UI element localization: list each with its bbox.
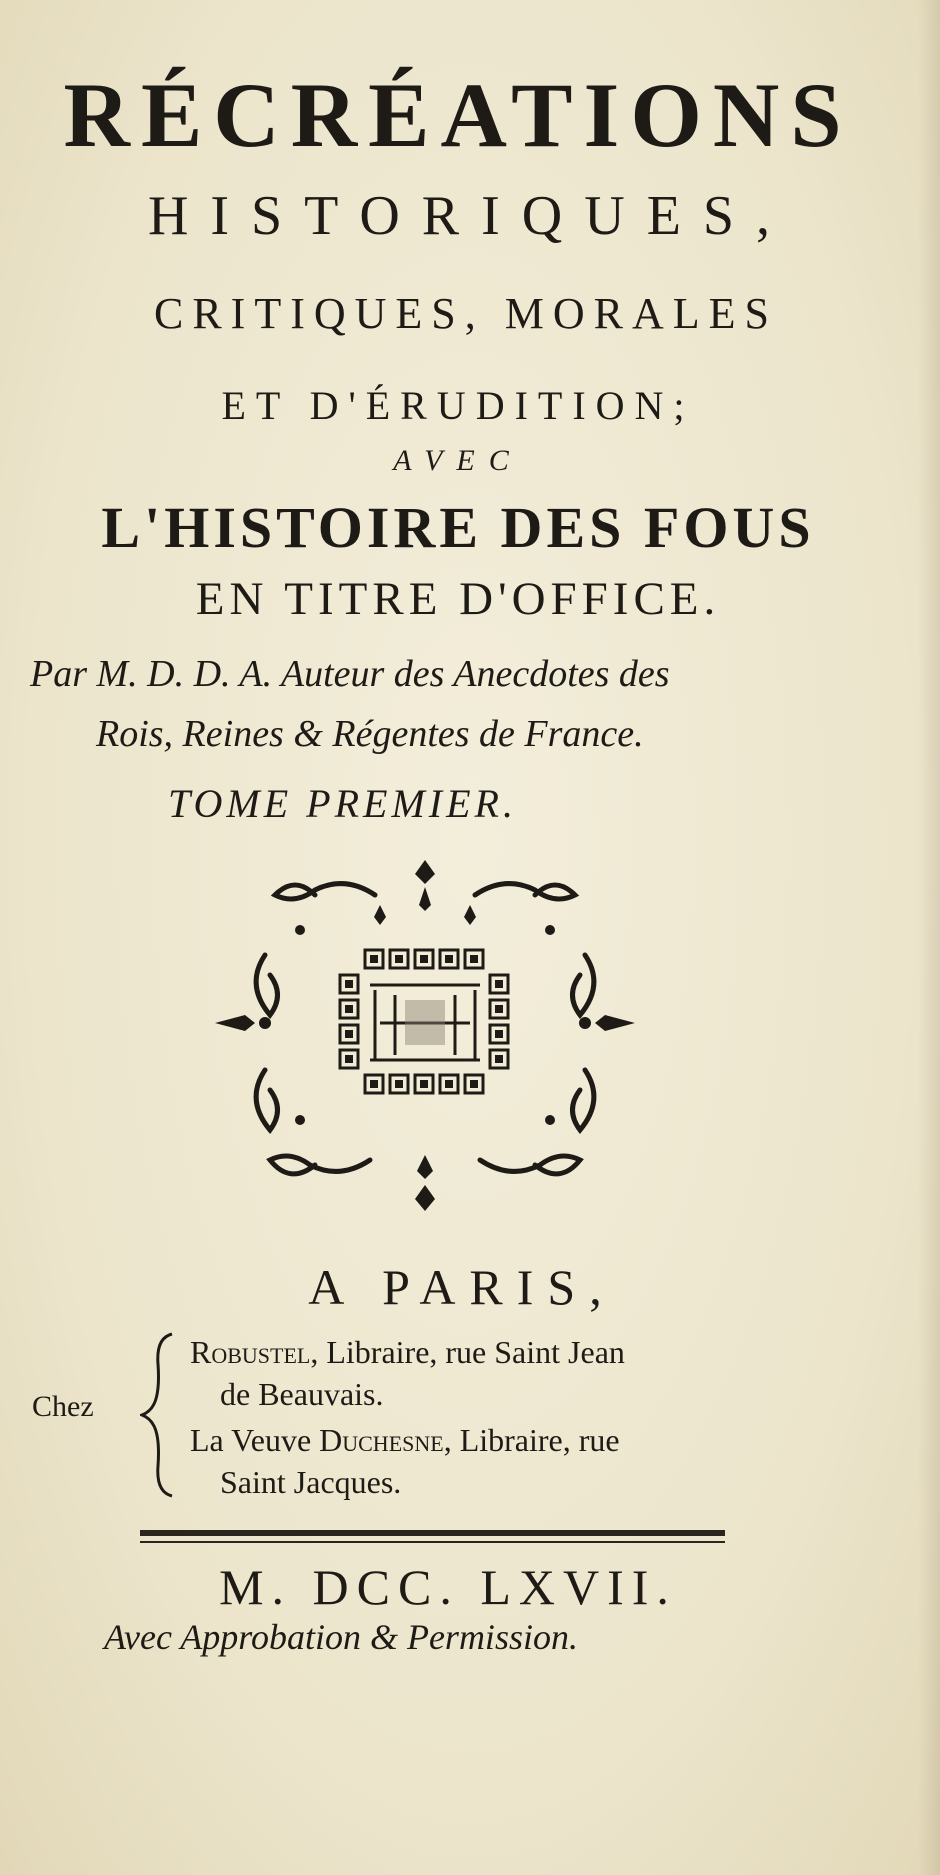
- double-rule-thick: [140, 1530, 725, 1536]
- title-line-4: ET D'ÉRUDITION;: [221, 383, 695, 428]
- double-rule-thin: [140, 1541, 725, 1543]
- imprint-chez: Chez: [32, 1390, 94, 1423]
- title-line-3: CRITIQUES, MORALES: [153, 289, 779, 338]
- title-line-2: HISTORIQUES,: [147, 185, 793, 247]
- page-edge-shadow: [918, 0, 940, 1875]
- printer-name-duchesne: Duchesne: [319, 1422, 444, 1458]
- title-line-1: RÉCRÉATIONS: [63, 64, 853, 166]
- author-line-2: Rois, Reines & Régentes de France.: [96, 713, 644, 755]
- printer-vignette-icon: [205, 855, 645, 1225]
- printer-name-robustel: Robustel: [190, 1334, 311, 1370]
- printer-line-2: de Beauvais.: [220, 1376, 384, 1412]
- printer-name-prefix: La Veuve: [190, 1422, 320, 1458]
- title-line-7: EN TITRE D'OFFICE.: [195, 573, 721, 625]
- title-line-5: AVEC: [393, 444, 523, 477]
- printer-line-3: [190, 1422, 620, 1459]
- printer-line-3-rest: , Libraire, rue: [443, 1422, 620, 1458]
- printer-line-1: [190, 1334, 625, 1371]
- publication-date: M. DCC. LXVII.: [219, 1559, 677, 1615]
- title-line-6: L'HISTOIRE DES FOUS: [101, 495, 815, 560]
- volume-label: TOME PREMIER.: [168, 781, 517, 826]
- printer-line-4: Saint Jacques.: [220, 1464, 402, 1500]
- brace-icon: [140, 1330, 180, 1500]
- author-line-1: Par M. D. D. A. Auteur des Anecdotes des: [30, 653, 670, 695]
- approval-note: Avec Approbation & Permission.: [104, 1617, 578, 1657]
- printer-line-1-rest: , Libraire, rue Saint Jean: [310, 1334, 625, 1370]
- imprint-place: A PARIS,: [308, 1259, 616, 1315]
